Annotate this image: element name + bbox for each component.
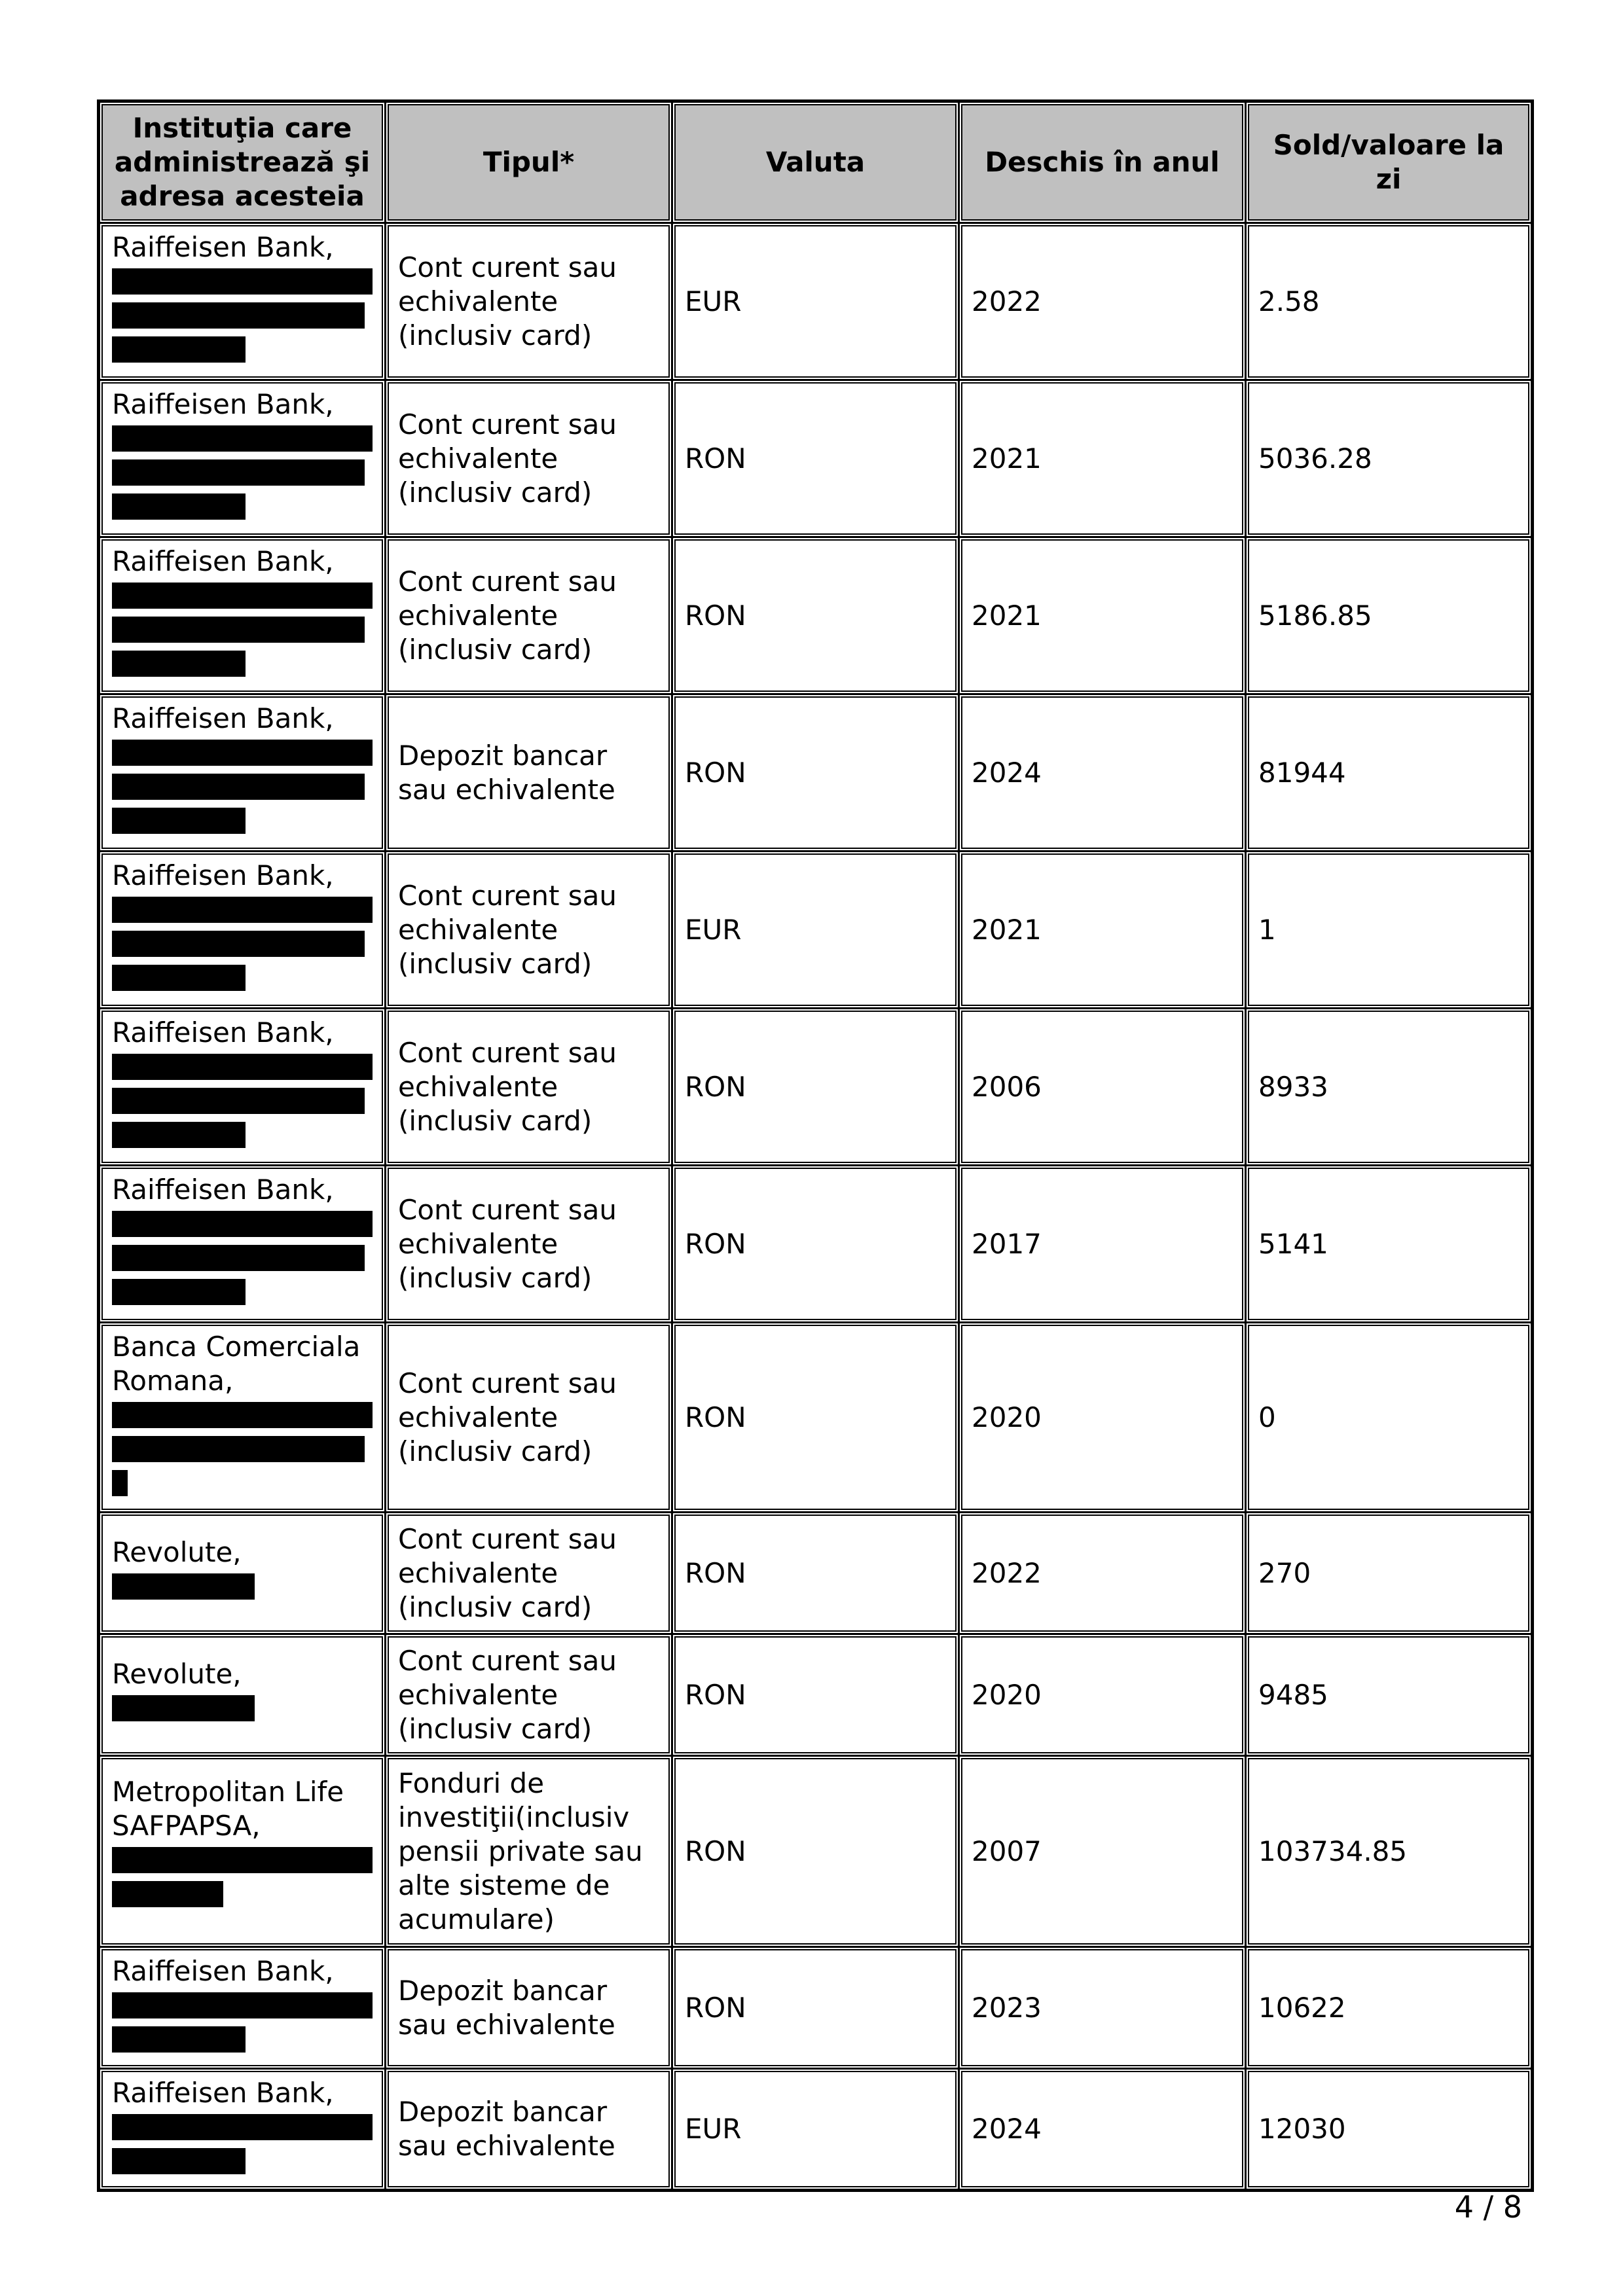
- year-cell: 2020: [959, 1323, 1246, 1513]
- redaction-bar: [112, 617, 365, 643]
- currency-cell: RON: [672, 694, 959, 852]
- institution-cell: [99, 1756, 386, 1947]
- redaction-bar: [112, 740, 373, 766]
- redaction-bar: [112, 493, 246, 520]
- header-type: Tipul*: [386, 101, 672, 223]
- header-currency: Valuta: [672, 101, 959, 223]
- year-cell: 2022: [959, 1513, 1246, 1634]
- redaction-bar: [112, 965, 246, 991]
- balance-cell: 103734.85: [1246, 1756, 1533, 1947]
- year-cell: 2007: [959, 1756, 1246, 1947]
- institution-name: Raiffeisen Bank,: [112, 545, 334, 577]
- currency-cell: EUR: [672, 2069, 959, 2191]
- redaction-bar: [112, 2114, 373, 2140]
- table-row: [99, 1947, 1533, 2069]
- year-cell: 2006: [959, 1009, 1246, 1166]
- redaction-bar: [112, 1279, 246, 1305]
- type-cell: Cont curent sau echivalente (inclusiv card): [386, 852, 672, 1009]
- year-cell: 2024: [959, 2069, 1246, 2191]
- year-cell: 2020: [959, 1634, 1246, 1756]
- balance-cell: 5141: [1246, 1166, 1533, 1323]
- institution-name: Raiffeisen Bank,: [112, 2077, 334, 2109]
- redaction-bar: [112, 931, 365, 957]
- institution-name: Revolute,: [112, 1658, 242, 1690]
- year-cell: 2021: [959, 852, 1246, 1009]
- institution-name: Raiffeisen Bank,: [112, 231, 334, 263]
- redaction-bar: [112, 1054, 373, 1080]
- redacted-address: [112, 1992, 373, 2053]
- year-cell: 2017: [959, 1166, 1246, 1323]
- redaction-bar: [112, 1695, 255, 1721]
- institution-cell: [99, 852, 386, 1009]
- type-cell: Depozit bancar sau echivalente: [386, 694, 672, 852]
- currency-cell: RON: [672, 1009, 959, 1166]
- redaction-bar: [112, 1211, 373, 1237]
- balance-cell: 2.58: [1246, 223, 1533, 380]
- redacted-address: [112, 1402, 373, 1496]
- institution-cell: [99, 2069, 386, 2191]
- institution-cell: [99, 537, 386, 694]
- institution-name: Raiffeisen Bank,: [112, 859, 334, 891]
- institution-name: Raiffeisen Bank,: [112, 702, 334, 734]
- redacted-address: [112, 2114, 373, 2174]
- redacted-address: [112, 583, 373, 677]
- balance-cell: 1: [1246, 852, 1533, 1009]
- redaction-bar: [112, 583, 373, 609]
- redaction-bar: [112, 268, 373, 295]
- redacted-address: [112, 1695, 373, 1721]
- redaction-bar: [112, 651, 246, 677]
- institution-cell: [99, 694, 386, 852]
- redaction-bar: [112, 1402, 373, 1428]
- institution-cell: [99, 1634, 386, 1756]
- currency-cell: RON: [672, 537, 959, 694]
- year-cell: 2021: [959, 380, 1246, 537]
- institution-name: Banca Comerciala Romana,: [112, 1331, 361, 1397]
- institution-name: Raiffeisen Bank,: [112, 1174, 334, 1206]
- header-institution: Instituţia care administrează şi adresa acesteia: [99, 101, 386, 223]
- redaction-bar: [112, 774, 365, 800]
- type-cell: Cont curent sau echivalente (inclusiv card): [386, 1634, 672, 1756]
- table-row: [99, 1009, 1533, 1166]
- redaction-bar: [112, 1847, 373, 1873]
- redacted-address: [112, 1847, 373, 1907]
- currency-cell: RON: [672, 1634, 959, 1756]
- institution-cell: [99, 1947, 386, 2069]
- currency-cell: RON: [672, 380, 959, 537]
- balance-cell: 10622: [1246, 1947, 1533, 2069]
- balance-cell: 9485: [1246, 1634, 1533, 1756]
- table-row: [99, 380, 1533, 537]
- institution-name: Raiffeisen Bank,: [112, 388, 334, 420]
- redaction-bar: [112, 1573, 255, 1600]
- redaction-bar: [112, 425, 373, 452]
- balance-cell: 5036.28: [1246, 380, 1533, 537]
- redacted-address: [112, 1054, 373, 1148]
- year-cell: 2024: [959, 694, 1246, 852]
- balance-cell: 12030: [1246, 2069, 1533, 2191]
- currency-cell: RON: [672, 1947, 959, 2069]
- table-row: [99, 1166, 1533, 1323]
- table-row: [99, 1634, 1533, 1756]
- bank-accounts-table: [97, 99, 1534, 2192]
- redacted-address: [112, 1573, 373, 1600]
- table-row: [99, 1323, 1533, 1513]
- table-header-row: [99, 101, 1533, 223]
- redacted-address: [112, 1211, 373, 1305]
- institution-name: Raiffeisen Bank,: [112, 1016, 334, 1049]
- year-cell: 2021: [959, 537, 1246, 694]
- institution-cell: [99, 1323, 386, 1513]
- balance-cell: 8933: [1246, 1009, 1533, 1166]
- redaction-bar: [112, 1088, 365, 1114]
- institution-name: Raiffeisen Bank,: [112, 1955, 334, 1987]
- balance-cell: 270: [1246, 1513, 1533, 1634]
- bank-accounts-table-container: [97, 99, 1531, 2192]
- type-cell: Cont curent sau echivalente (inclusiv card): [386, 380, 672, 537]
- redaction-bar: [112, 1122, 246, 1148]
- redacted-address: [112, 425, 373, 520]
- balance-cell: 5186.85: [1246, 537, 1533, 694]
- type-cell: Cont curent sau echivalente (inclusiv card): [386, 1323, 672, 1513]
- institution-cell: [99, 380, 386, 537]
- redacted-address: [112, 897, 373, 991]
- type-cell: Cont curent sau echivalente (inclusiv card): [386, 1166, 672, 1323]
- type-cell: Fonduri de investiţii(inclusiv pensii private sau alte sisteme de acumulare): [386, 1756, 672, 1947]
- redaction-bar: [112, 2148, 246, 2174]
- table-row: [99, 537, 1533, 694]
- institution-name: Revolute,: [112, 1536, 242, 1568]
- redacted-address: [112, 740, 373, 834]
- institution-cell: [99, 223, 386, 380]
- redaction-bar: [112, 2026, 246, 2053]
- year-cell: 2023: [959, 1947, 1246, 2069]
- redaction-bar: [112, 459, 365, 486]
- header-balance: Sold/valoare la zi: [1246, 101, 1533, 223]
- currency-cell: EUR: [672, 223, 959, 380]
- currency-cell: RON: [672, 1756, 959, 1947]
- table-row: [99, 223, 1533, 380]
- redaction-bar: [112, 302, 365, 329]
- type-cell: Cont curent sau echivalente (inclusiv card): [386, 537, 672, 694]
- redaction-bar: [112, 1992, 373, 2018]
- type-cell: Depozit bancar sau echivalente: [386, 1947, 672, 2069]
- currency-cell: RON: [672, 1323, 959, 1513]
- table-row: [99, 1513, 1533, 1634]
- institution-cell: [99, 1166, 386, 1323]
- balance-cell: 0: [1246, 1323, 1533, 1513]
- institution-name: Metropolitan Life SAFPAPSA,: [112, 1776, 344, 1842]
- balance-cell: 81944: [1246, 694, 1533, 852]
- currency-cell: EUR: [672, 852, 959, 1009]
- table-row: [99, 694, 1533, 852]
- redaction-bar: [112, 336, 246, 363]
- redaction-bar: [112, 808, 246, 834]
- redaction-bar: [112, 1436, 365, 1462]
- currency-cell: RON: [672, 1513, 959, 1634]
- institution-cell: [99, 1009, 386, 1166]
- type-cell: Cont curent sau echivalente (inclusiv card): [386, 1513, 672, 1634]
- year-cell: 2022: [959, 223, 1246, 380]
- type-cell: Depozit bancar sau echivalente: [386, 2069, 672, 2191]
- redaction-bar: [112, 1245, 365, 1271]
- table-row: [99, 2069, 1533, 2191]
- type-cell: Cont curent sau echivalente (inclusiv card): [386, 223, 672, 380]
- currency-cell: RON: [672, 1166, 959, 1323]
- table-row: [99, 1756, 1533, 1947]
- redaction-bar: [112, 897, 373, 923]
- redacted-address: [112, 268, 373, 363]
- page-number: 4 / 8: [1454, 2189, 1522, 2225]
- table-row: [99, 852, 1533, 1009]
- redaction-bar: [112, 1470, 128, 1496]
- institution-cell: [99, 1513, 386, 1634]
- header-opened-year: Deschis în anul: [959, 101, 1246, 223]
- type-cell: Cont curent sau echivalente (inclusiv card): [386, 1009, 672, 1166]
- redaction-bar: [112, 1881, 223, 1907]
